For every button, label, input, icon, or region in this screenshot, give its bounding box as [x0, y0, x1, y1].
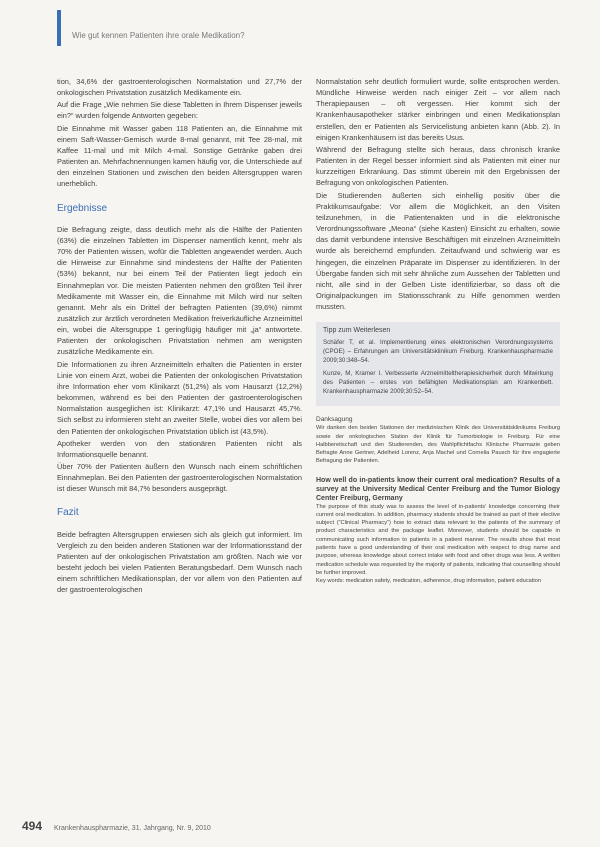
journal-citation: Krankenhauspharmazie, 31. Jahrgang, Nr. 9, 2010	[53, 825, 211, 832]
reading-tip-box	[316, 322, 560, 406]
section-heading-fazit: Fazit	[57, 507, 79, 519]
header-accent-bar	[57, 10, 61, 46]
paragraph: Normalstation sehr deutlich formuliert wurde, sollte entsprochen werden. Mündliche Hinweise werden nach einiger Zeit – vor allem nach Therapiepausen – oft vergessen. Hier kommt sich der Krankenhausapotheker stärker einbringen und einen Medikationsplan erstellen, den er Patienten als Servicelistung anbieten kann (Abb. 2). In einigen Krankenhäusern ist das bereits Usus.	[316, 77, 560, 142]
paragraph: Apotheker werden von den stationären Patienten nicht als Informationsquelle benannt.	[57, 438, 302, 459]
running-title: Wie gut kennen Patienten ihre orale Medikation?	[72, 31, 245, 40]
paragraph: tion, 34,6% der gastroenterologischen Normalstation und 27,7% der onkologischen Privatstation zusätzlich Medikamente ein.	[57, 77, 302, 98]
page-number: 494	[22, 819, 43, 833]
abstract-title: How well do in-patients know their current oral medication? Results of a survey at the University Medical Center Freiburg and the Tumor Biology Center Freiburg, Germany	[316, 476, 560, 502]
acknowledgements-text: Wir danken den beiden Stationen der medizinischen Klinik des Universitätsklinikums Freiburg sowie der onkologischen Station der Klinik für Tumorbiologie in Freiburg. Für eine Halbbereitschaft und den Studierenden, des Wahlpflichtfachs Klinische Pharmazie geben Befragte Anne Gertner, Adelheid Lorenz, Anja Machel und Cornelia Pausch für ihre engagierte Befragung der Patienten.	[316, 425, 560, 465]
english-abstract	[316, 476, 560, 586]
page-footer	[22, 819, 211, 833]
paragraph: Die Einnahme mit Wasser gaben 118 Patienten an, die Einnahme mit einem Saft-Wasser-Gemisch wurde 8-mal genannt, mit Tee 28-mal, mit Kaffee 11-mal und mit Milch 4-mal. Sonstige Getränke gaben drei Patienten an. Mehrfachnennungen kamen häufig vor, die Unterschiede auf den einzelnen Stationen und zwischen den beiden Altersgruppen waren unerheblich.	[57, 123, 302, 189]
acknowledgements	[316, 416, 560, 465]
paragraph: Beide befragten Altersgruppen erwiesen sich als gleich gut informiert. Im Vergleich zu den beiden anderen Stationen war der Informationsstand der Patienten auf der onkologischen Privatstation am größten. Nach wie vor besteht jedoch bei vielen Patienten Beratungsbedarf. Dem Wunsch nach einem schriftlichen Medikationsplan, der vor allem von den Patienten auf der gastroenterologischen	[57, 529, 302, 595]
paragraph: Über 70% der Patienten äußern den Wunsch nach einem schriftlichen Einnahmeplan. Bei den Patienten der gastroenterologischen Normalstation ist dieser Wunsch mit 84,7% besonders ausgeprägt.	[57, 462, 302, 494]
reference-2: Kunze, M, Kramer I. Verbesserte Arzneimitteltherapiesicherheit durch Mitwirkung des Patienten – erstes von befähigten Medikationsplan am Krankenbett. Krankenhauspharmazie 2009;30:52–54.	[323, 370, 553, 396]
abstract-text: The purpose of this study was to assess the level of in-patients’ knowledge concerning their current oral medication. In addition, pharmacy students should be trained as part of their elective subject (“Clinical Pharmacy”) how to extract data relevant to the patients of the summary of product characteristics and the package leaflet. Moreover, students should be capable in communicating such information to patients in a patient manner. The results show that most patients have a good understanding of their oral medication with respect to drug name and purpose, whereas knowledge about correct intake with food and other drugs was less. A written medication schedule was requested by the majority of patients, indicating that counselling should be further improved.	[316, 503, 560, 576]
right-column	[316, 76, 560, 585]
paragraph: Die Befragung zeigte, dass deutlich mehr als die Hälfte der Patienten (63%) die einzelnen Tabletten im Dispenser namentlich kennt, mehr als 70% der Patienten wissen, wofür die Tabletten angewendet werden. Auch die Hinweise zur Einnahme sind mindestens der Hälfte der Patienten (53%) bekannt, nur bei einem Teil der Patienten liegt jedoch ein Einnahmeplan vor. Die meisten Patienten nehmen den größten Teil ihrer Medikamente mit Wasser ein, die Einnahme mit Milch wird nur selten genannt. Mehr als ein Drittel der befragten Patienten (39,6%) nimmt zusätzlich zur ärztlich verordneten Medikation freiverkäufliche Arzneimittel ein, wobei die Altersgruppe 1 geringfügig häufiger mit „ja“ antwortete. Patienten der onkologischen Privatstation nehmen am wenigsten zusätzliche Medikamente ein.	[57, 224, 302, 357]
left-column	[57, 76, 302, 597]
reading-tip-title: Tipp zum Weiterlesen	[323, 327, 391, 335]
acknowledgements-title: Danksagung	[316, 416, 353, 424]
section-heading-ergebnisse: Ergebnisse	[57, 202, 108, 214]
paragraph: Auf die Frage „Wie nehmen Sie diese Tabletten in Ihrem Dispenser jeweils ein?“ wurden folgende Antworten gegeben:	[57, 100, 302, 121]
paragraph: Die Studierenden äußerten sich einhellig positiv über die Praktikumsaufgabe: Vor allem die Möglichkeit, an den Visiten teilzunehmen, in die Patientenakten und in die elektronische Verordnungssoftware „Meona“ (siehe Kasten) Einsicht zu erhalten, sowie das damit verbundene intensive Beschäftigen mit einzelnen Arzneimitteln wurde als bereichernd empfunden. Zeitaufwand und schwierig war es hingegen, die einzelnen Präparate im Dispenser zu identifizieren. In der Übergabe fanden sich mit sehr ähnliche zum Aussehen der Tabletten und nicht, alle sind in der Gelben Liste identifizierbar, so dass oft die Originalpackungen im Stationsschrank zu Hilfe genommen werden mussten.	[316, 190, 560, 312]
paragraph: Die Informationen zu ihren Arzneimitteln erhalten die Patienten in erster Linie von einem Arzt, wobei die Patienten der onkologischen Privatstation ihre Information eher vom Klinikarzt (51,2%) als vom Hausarzt (12,2%) bekommen, während es bei den Patienten der gastroenterologischen Normalstation ausgeglichen ist: Klinikarzt: 47,1% und Hausarzt 45,7%. Sich selbst zu informieren steht an zweiter Stelle, wobei dies vor allem bei den Patienten der onkologischen Privatstation üblich ist (43,5%).	[57, 359, 302, 436]
reference-1: Schäfer T, et al. Implementierung eines elektronischen Verordnungssystems (CPOE) – Erfahrungen am Universitätsklinikum Freiburg. Krankenhauspharmazie 2009;30:348–54.	[323, 339, 553, 365]
paragraph: Während der Befragung stellte sich heraus, dass chronisch kranke Patienten in der Regel besser informiert sind als Patienten mit einer nur kurzzeitigen Erkrankung. Das stimmt überein mit den Ergebnissen der Befragung von onkologischen Patienten.	[316, 144, 560, 188]
abstract-keywords: Key words: medication safety, medication, adherence, drug information, patient education	[316, 578, 541, 585]
